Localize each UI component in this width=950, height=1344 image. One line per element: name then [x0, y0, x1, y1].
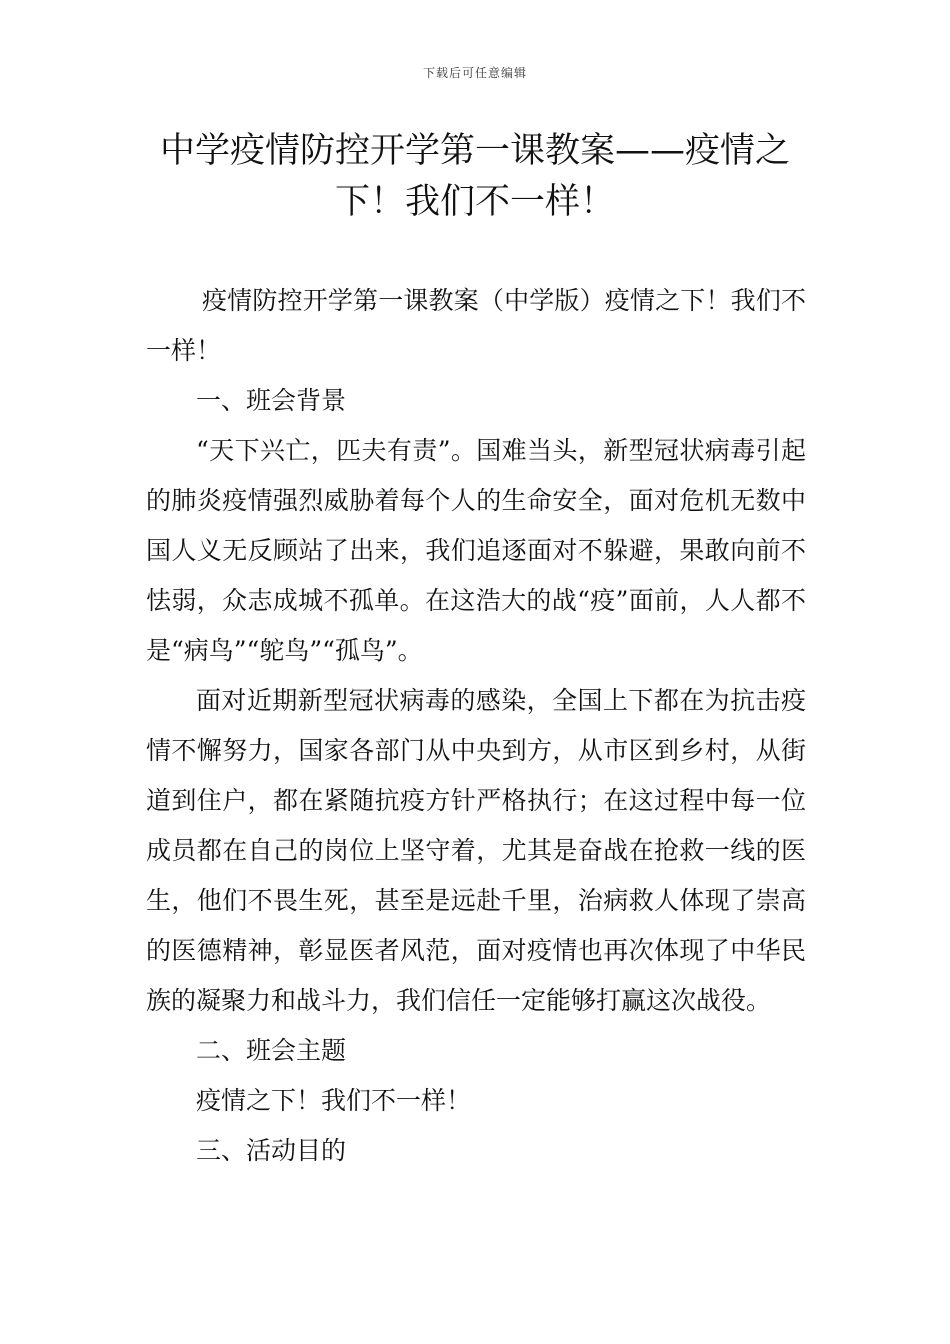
- background-paragraph-1: “天下兴亡，匹夫有责”。国难当头，新型冠状病毒引起的肺炎疫情强烈威胁着每个人的生命安全，面对危机无数中国人义无反顾站了出来，我们追逐面对不躲避，果敢向前不怯弱，众志成城不孤单。在这浩大的战“疫”面前，人人都不是“病鸟”“鸵鸟”“孤鸟”。: [146, 436, 806, 665]
- section-heading-purpose: 三、活动目的: [196, 1136, 347, 1165]
- background-paragraph-2: 面对近期新型冠状病毒的感染，全国上下都在为抗击疫情不懈努力，国家各部门从中央到方，从市区到乡村，从街道到住户，都在紧随抗疫方针严格执行；在这过程中每一位成员都在自己的岗位上坚守着，尤其是奋战在抢救一线的医生，他们不畏生死，甚至是远赴千里，治病救人体现了崇高的医德精神，彰显医者风范，面对疫情也再次体现了中华民族的凝聚力和战斗力，我们信任一定能够打赢这次战役。: [146, 686, 806, 1015]
- section-heading-theme: 二、班会主题: [196, 1036, 347, 1065]
- document-body: [146, 276, 806, 1176]
- theme-paragraph: 疫情之下！我们不一样！: [196, 1086, 472, 1115]
- intro-paragraph: 疫情防控开学第一课教案（中学版）疫情之下！我们不一样！: [146, 286, 806, 365]
- header-note: 下载后可任意编辑: [422, 66, 527, 80]
- document-title: 中学疫情防控开学第一课教案——疫情之下！我们不一样！: [159, 131, 790, 222]
- section-heading-background: 一、班会背景: [196, 386, 347, 415]
